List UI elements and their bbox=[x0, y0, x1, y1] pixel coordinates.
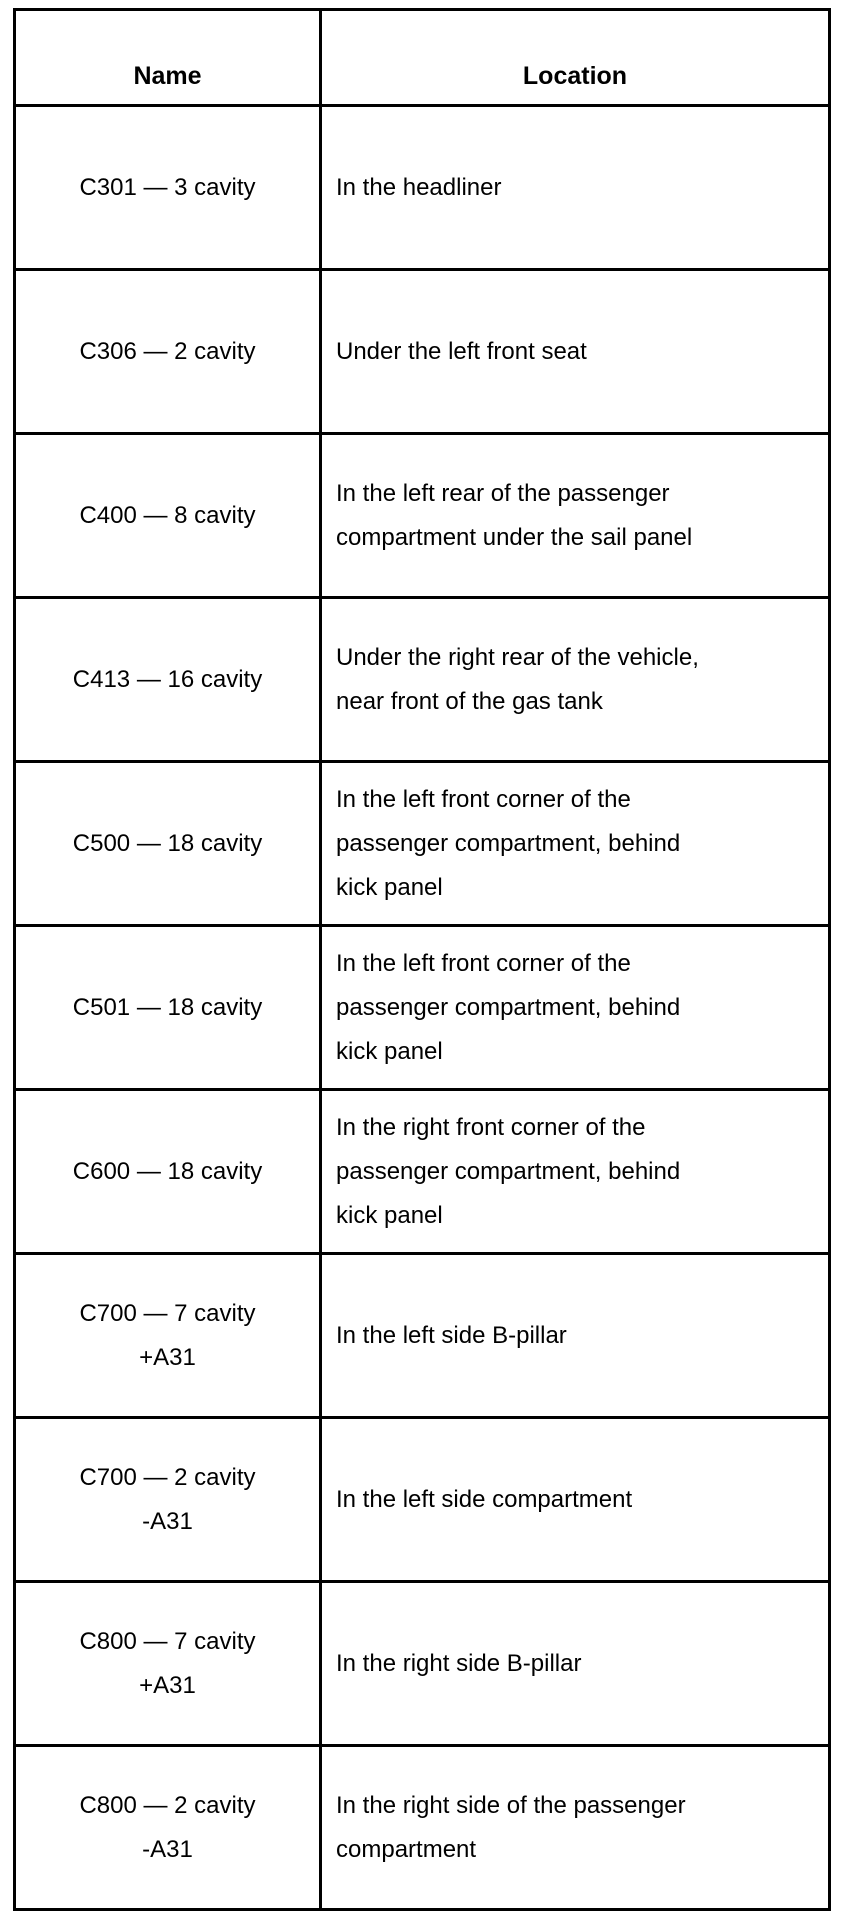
connector-location-line: In the left rear of the passenger bbox=[336, 479, 670, 507]
table-row bbox=[15, 1418, 830, 1582]
table-row bbox=[15, 926, 830, 1090]
connector-name-line: C800 — 2 cavity bbox=[79, 1791, 256, 1819]
connector-name-line: -A31 bbox=[142, 1835, 193, 1863]
connector-location-line: In the right side of the passenger bbox=[336, 1791, 686, 1819]
connector-name-line: C400 — 8 cavity bbox=[79, 501, 256, 529]
connector-location-line: In the left side B-pillar bbox=[336, 1321, 567, 1349]
connector-location-line: In the right side B-pillar bbox=[336, 1649, 582, 1677]
connector-name-line: C800 — 7 cavity bbox=[79, 1627, 256, 1655]
connector-name-line: +A31 bbox=[139, 1343, 196, 1371]
connector-name-cell bbox=[15, 106, 321, 270]
connector-location-line: kick panel bbox=[336, 873, 443, 901]
connector-name-line: C413 — 16 cavity bbox=[72, 665, 263, 693]
table-header-row bbox=[15, 10, 830, 106]
table-body bbox=[15, 106, 830, 1910]
connector-location-line: passenger compartment, behind bbox=[336, 829, 681, 857]
connector-location-cell bbox=[321, 434, 830, 598]
connector-location-line: In the left side compartment bbox=[336, 1485, 633, 1513]
connector-name-line: C700 — 2 cavity bbox=[79, 1463, 256, 1491]
connector-location-cell bbox=[321, 1582, 830, 1746]
connector-location-cell bbox=[321, 762, 830, 926]
connector-location-table bbox=[13, 8, 831, 1911]
connector-location-line: In the right front corner of the bbox=[336, 1113, 646, 1141]
connector-location-line: kick panel bbox=[336, 1037, 443, 1065]
table-row bbox=[15, 270, 830, 434]
table-row bbox=[15, 1254, 830, 1418]
connector-name-cell bbox=[15, 598, 321, 762]
connector-location-cell bbox=[321, 1254, 830, 1418]
connector-name-line: C600 — 18 cavity bbox=[72, 1157, 263, 1185]
connector-name-line: C501 — 18 cavity bbox=[72, 993, 263, 1021]
connector-location-line: passenger compartment, behind bbox=[336, 1157, 681, 1185]
connector-name-cell bbox=[15, 270, 321, 434]
table-row bbox=[15, 1090, 830, 1254]
connector-name-cell bbox=[15, 434, 321, 598]
connector-name-line: C306 — 2 cavity bbox=[79, 337, 256, 365]
connector-location-line: Under the left front seat bbox=[336, 337, 587, 365]
table-row bbox=[15, 762, 830, 926]
connector-location-line: near front of the gas tank bbox=[336, 687, 603, 715]
connector-location-line: In the left front corner of the bbox=[336, 949, 631, 977]
connector-name-cell bbox=[15, 1418, 321, 1582]
header-location: Location bbox=[321, 10, 830, 106]
connector-name-line: C700 — 7 cavity bbox=[79, 1299, 256, 1327]
connector-location-cell bbox=[321, 270, 830, 434]
connector-location-cell bbox=[321, 1418, 830, 1582]
header-name: Name bbox=[15, 10, 321, 106]
connector-location-line: kick panel bbox=[336, 1201, 443, 1229]
connector-location-line: In the headliner bbox=[336, 173, 502, 201]
connector-name-line: -A31 bbox=[142, 1507, 193, 1535]
connector-name-cell bbox=[15, 1254, 321, 1418]
connector-location-cell bbox=[321, 106, 830, 270]
connector-location-line: In the left front corner of the bbox=[336, 785, 631, 813]
connector-location-line: compartment under the sail panel bbox=[336, 523, 693, 551]
connector-name-cell bbox=[15, 1582, 321, 1746]
connector-name-line: +A31 bbox=[139, 1671, 196, 1699]
connector-name-line: C500 — 18 cavity bbox=[72, 829, 263, 857]
table-row bbox=[15, 1746, 830, 1910]
table-row bbox=[15, 106, 830, 270]
table-row bbox=[15, 598, 830, 762]
connector-name-cell bbox=[15, 1746, 321, 1910]
connector-name-cell bbox=[15, 762, 321, 926]
table-row bbox=[15, 1582, 830, 1746]
connector-location-line: passenger compartment, behind bbox=[336, 993, 681, 1021]
connector-location-cell bbox=[321, 1090, 830, 1254]
connector-location-cell bbox=[321, 598, 830, 762]
connector-location-line: Under the right rear of the vehicle, bbox=[336, 643, 699, 671]
connector-location-line: compartment bbox=[336, 1835, 477, 1863]
connector-location-table-wrapper bbox=[13, 8, 828, 1911]
connector-name-cell bbox=[15, 926, 321, 1090]
connector-location-cell bbox=[321, 926, 830, 1090]
connector-name-cell bbox=[15, 1090, 321, 1254]
table-row bbox=[15, 434, 830, 598]
connector-name-line: C301 — 3 cavity bbox=[79, 173, 256, 201]
connector-location-cell bbox=[321, 1746, 830, 1910]
